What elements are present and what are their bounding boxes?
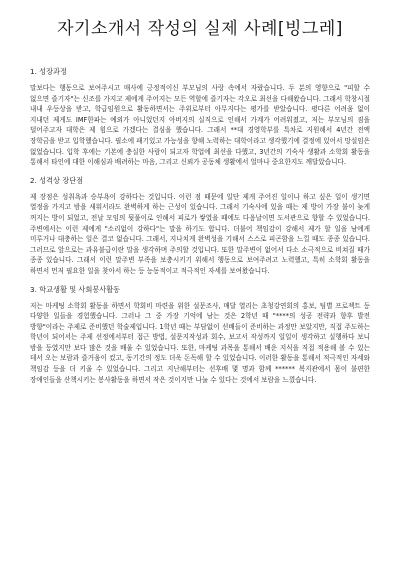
- section-body: 제 장점은 성취욕과 승부욕이 강하다는 것입니다. 이런 점 때문에 일단 제게 주어진 일이나 하고 싶은 일이 생기면 열정을 가지고 밤을 새워서라도 완벽하게 하는 근성이 있습니다. 그래서 기숙사에 있을 때는 제 방이 가장 불이 늦게 꺼지는 방이 되었고, 전날 모임의 뒷풀이로 인해서 피로가 쌓였을 때에도 다음날이면 도서관으로 향할 수 있었습니다. 주변에서는 이런 제에게 "소리없이 강하다"는 말을 하기도 합니다. 더불어 책임감이 강해서 제가 할 일을 남에게 미루거나 대충하는 일은 결코 없습니다. 그래서, 지나치게 완벽성을 기해서 스스로 피곤함을 느낄 때도 종종 있습니다. 그러므로 앞으로는 과유불급이란 말을 생각하며 주의할 것입니다. 또한 말주변이 없어서 다소 소극적으로 비쳐질 때가 종종 있습니다. 그래서 이런 말주변 부족을 보충시키기 위해서 행동으로 보여주려고 노력했고, 특히 소학회 활동을 하면서 먼저 필요한 일을 찾아서 하는 등 능동적이고 적극적인 자세를 보여왔습니다.: [30, 192, 370, 275]
- section-heading: 1. 성장과정: [30, 67, 67, 76]
- section-body: 말보다는 행동으로 보여주시고 매사에 긍정적이신 부모님의 사랑 속에서 자랐습니다. 두 분의 영향으로 "피할 수 없으면 즐기자"는 신조를 가지고 제에게 주어지는 모든 역할에 즐기자는 각오로 최선을 다해왔습니다. 그래서 학창시절 내내 우등상을 받고, 학급임원으로 활동하면서는 주위로부터 아무지다는 평가를 받았습니다. 평다른 어려움 없이 지내던 제게도 IMF한파는 예외가 아니었던지 아버지의 실직으로 인해서 가계가 어려워졌고, 저는 부모님의 짐을 덜어주고자 대학은 제 힘으로 가겠다는 결심을 했습니다. 그래서 **대 경영학부를 특차로 지원해서 4년간 전액 장학금을 받고 입학했습니다. 필소에 패기있고 가능성을 향해 노력하는 대학이라고 생각했기에 결정에 있어서 망설임은 없었습니다. 입학 후에는 기본에 충실한 사람이 되고자 학업에 최선을 다했고, 3년간의 기숙사 생활과 소학회 활동을 통해서 타인에 대한 이해심과 배려하는 마음, 그리고 신뢰가 공동체 생활에서 얼마나 중요한지도 깨달았습니다.: [30, 84, 370, 167]
- document-title: 자기소개서 작성의 실제 사례[빙그레]: [57, 19, 343, 39]
- section-growth: [30, 67, 370, 168]
- section-activities: [30, 285, 370, 386]
- section-heading: 2. 성격상 장단점: [30, 175, 84, 185]
- section-personality: [30, 176, 370, 277]
- section-body: 저는 마케팅 소학회 활동을 하면서 학회비 마련을 위한 설문조사, 매달 열리는 초청강연회의 홍보, 팀별 프로젝트 등 다양한 일들을 경험했습니다. 그러나 그 중 가장 기억에 남는 것은 2학년 때 "****의 성공 전략과 향후 발전 방향"이라는 주제로 준비했던 학술제입니다. 1학년 때는 부담없이 선배들이 준비하는 과정만 보았지만, 직접 주도하는 학년이 되어서는 주제 선정에서부터 접근 방법, 설문지작성과 회수, 보고서 작성까지 일일이 생각하고 실행하다 보니 밤을 등였지만 보다 많은 것을 배울 수 있었습니다. 또한, 마케팅 과목을 통해서 배운 지식을 직접 적용해 볼 수 있는 데서 오는 보람과 즐거움이 컸고, 동기간의 정도 더욱 돈독해 할 수 있었습니다. 이러한 활동을 통해서 적극적인 자세와 책임감 등을 더 키울 수 있었습니다. 그리고 지난해부터는 선후배 몇 명과 함께 ****** 복지관에서 몸이 불편한 장애인들을 산책시키는 봉사활동을 하면서 작은 것이지만 나눌 수 있다는 것에서 보람을 느꼈습니다.: [30, 301, 370, 384]
- section-heading: 3. 학교생활 및 사회봉사활동: [30, 284, 121, 294]
